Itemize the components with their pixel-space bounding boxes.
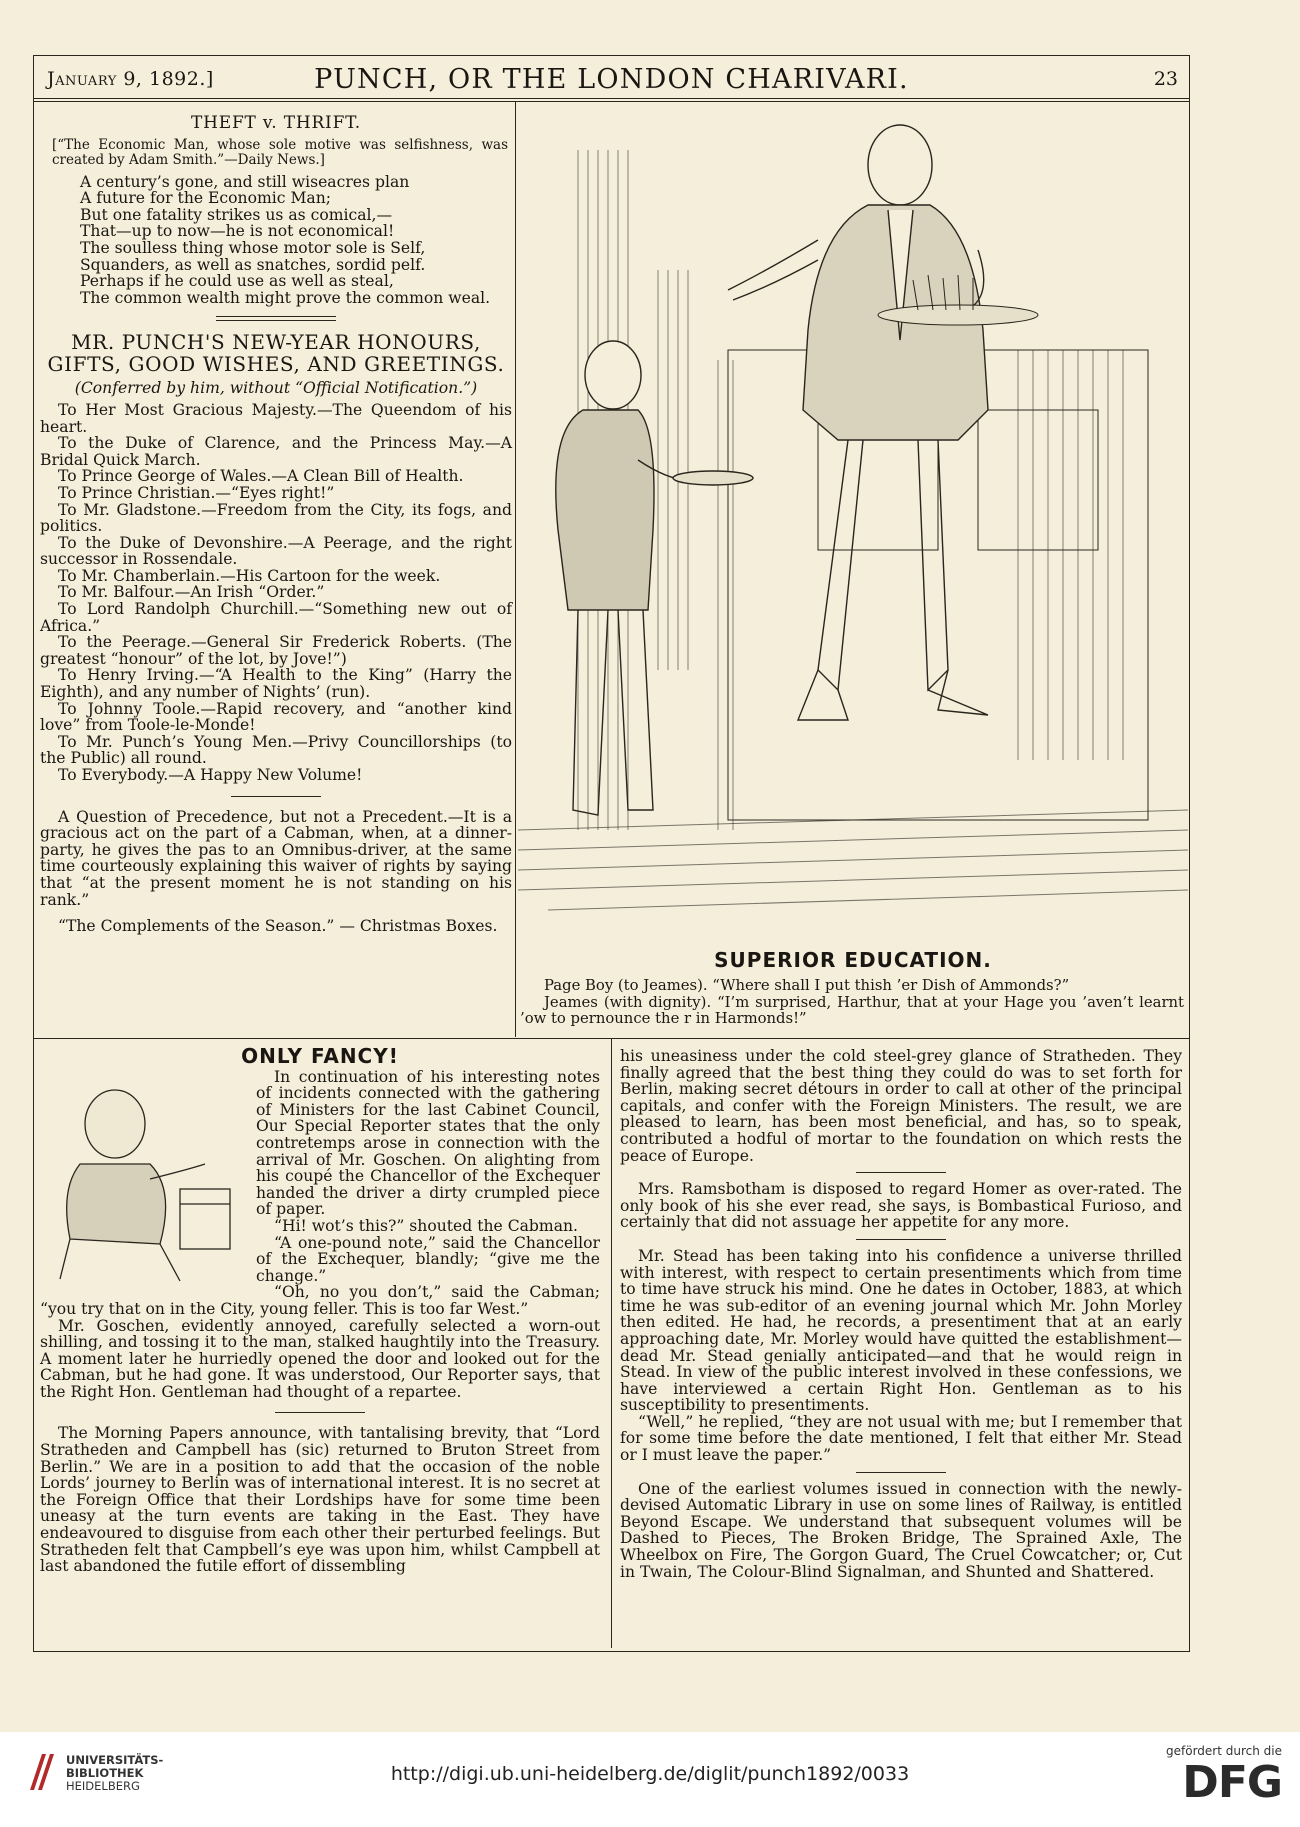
complements-paragraph: “The Complements of the Season.” — Christmas Boxes. [58,917,498,936]
honours-entry: To Mr. Chamberlain.—His Cartoon for the week. [58,566,441,585]
caption-line: Page Boy (to Jeames). “Where shall I put thish ’er Dish of Ammonds?” [544,977,1070,994]
page-boy-figure [556,341,753,815]
goschen-vignette [40,1069,250,1287]
morning-papers-paragraph: The Morning Papers announce, with tantalising brevity, that “Lord Stratheden and Campbell has (sic) returned to Bruton Street from Berlin.” We are in a position to add that the occasion of the noble Lords’ journey to Berlin was of international interest. It is no secret at the Foreign Office that their Lordships have for some time been uneasy at the turn events are taking in the East. They have endeavoured to disguise from each other their perturbed feelings. But Stratheden felt that Campbell’s eye was upon him, whilst Campbell at last abandoned the futile effort of dissembling [40,1424,600,1576]
section-divider [231,796,321,797]
poem-line: The common wealth might prove the common weal. [80,288,491,307]
section-divider [275,1412,365,1413]
section-divider [216,316,336,321]
stead-reply-paragraph: “Well,” he replied, “they are not usual with me; but I remember that for some time before the date mentioned, I felt that either Mr. Stead or I must leave the paper.” [620,1412,1182,1465]
column-divider [515,102,516,1037]
only-fancy-paragraph: In continuation of his interesting notes of incidents connected with the gathering of Ministers for the last Cabinet Council, Our Special Reporter states that the only contretemps arose in connection with the arrival of Mr. Goschen. On alighting from his coupé the Chancellor of the Exchequer handed the driver a dirty crumpled piece of paper. [256,1067,600,1219]
poem-line: A century’s gone, and still wiseacres plan [80,172,410,191]
library-name-line: HEIDELBERG [66,1779,140,1793]
issue-date: January 9, 1892.] [47,68,214,90]
permalink-url[interactable]: http://digi.ub.uni-heidelberg.de/diglit/punch1892/0033 [390,1763,910,1785]
lower-right-column [620,1048,1182,1580]
honours-entry: To Henry Irving.—“A Health to the King” (Harry the Eighth), and any number of Nights’ (run). [40,666,512,702]
honours-entry: To Mr. Gladstone.—Freedom from the City, its fogs, and politics. [40,500,512,536]
poem-line: Perhaps if he could use as well as steal, [80,272,394,291]
honours-entry: To Lord Randolph Churchill.—“Something new out of Africa.” [40,600,512,635]
running-header [33,60,1190,99]
precedence-paragraph: A Question of Precedence, but not a Precedent.—It is a gracious act on the part of a Cabman, when, at a dinner-party, he gives the pas to an Omnibus-driver, at the same time courteously explaining this waiver of rights by saying that “at the present moment he is not standing on his rank.” [40,807,512,909]
theft-poem [40,174,512,307]
cartoon-title: SUPERIOR EDUCATION. [714,948,992,972]
cartoon-caption [520,978,1184,1028]
only-fancy-paragraph: “Hi! wot’s this?” shouted the Cabman. [274,1216,578,1235]
poem-line: That—up to now—he is not economical! [80,222,395,241]
library-name-line: UNIVERSITÄTS- [66,1753,164,1767]
honours-list [40,402,512,784]
header-rule [33,101,1190,102]
poem-line: The soulless thing whose motor sole is Self, [80,238,426,257]
honours-entry: To Johnny Toole.—Rapid recovery, and “another kind love” from Toole-le-Monde! [40,699,512,735]
ramsbotham-paragraph: Mrs. Ramsbotham is disposed to regard Homer as over-rated. The only book of his she ever read, she says, is Bombastical Furioso, and certainly that did not assuage her appetite for any more. [620,1180,1182,1232]
dfg-logo: DFG [1182,1757,1282,1808]
theft-title: THEFT v. THRIFT. [190,113,362,133]
library-name-line: BIBLIOTHEK [66,1766,144,1780]
honours-entry: To Mr. Punch’s Young Men.—Privy Councillorships (to the Public) all round. [40,732,512,768]
section-divider [856,1472,946,1473]
poem-line: Squanders, as well as snatches, sordid pelf. [80,255,426,274]
automatic-library-paragraph: One of the earliest volumes issued in connection with the newly-devised Automatic Library in use on some lines of Railway, is entitled Beyond Escape. We understand that subsequent volumes will be Dashed to Pieces, The Broken Bridge, The Sprained Axle, The Wheelbox on Fire, The Gorgon Guard, The Cruel Cowcatcher; or, Cut in Twain, The Colour-Blind Signalman, and Shunted and Shattered. [620,1479,1182,1581]
honours-entry: To the Duke of Devonshire.—A Peerage, and the right successor in Rossendale. [40,533,512,569]
honours-entry: To Her Most Gracious Majesty.—The Queendom of his heart. [40,400,512,436]
honours-entry: To Mr. Balfour.—An Irish “Order.” [58,583,325,602]
lower-left-column [40,1044,600,1576]
honours-entry: To the Peerage.—General Sir Frederick Roberts. (The greatest “honour” of the lot, by Jove!”) [40,633,512,668]
only-fancy-paragraph: “Oh, no you don’t,” said the Cabman; “you try that on in the City, young feller. This is too far West.” [40,1283,600,1318]
stead-paragraph: Mr. Stead has been taking into his confidence a universe thrilled with interest, with respect to certain presentiments which from time to time have struck his mind. One he dates in October, 1883, at which time he was sub-editor of an evening journal which Mr. John Morley then edited. He had, he records, a presentiment that at an early approaching date, Mr. Morley would have quitted the establishment—dead Mr. Stead genially anticipated—and that he would reign in Stead. In view of the public interest involved in these confessions, we have interviewed a certain Right Hon. Gentleman as to his susceptibility to presentiments. [620,1246,1182,1415]
poem-line: But one fatality strikes us as comical,— [80,205,393,224]
funder-logo [1132,1744,1282,1808]
theft-epigraph: [“The Economic Man, whose sole motive was selfishness, was created by Adam Smith.”—Daily News.] [52,136,508,168]
column-divider [611,1038,612,1648]
honours-title: MR. PUNCH'S NEW-YEAR HONOURS, GIFTS, GOOD WISHES, AND GREETINGS. [47,330,505,377]
poem-line: A future for the Economic Man; [80,189,332,208]
section-divider [856,1172,946,1173]
cartoon-illustration [518,110,1188,945]
funded-by-text: gefördert durch die [1166,1744,1282,1758]
honours-entry: To the Duke of Clarence, and the Princess May.—A Bridal Quick March. [40,434,512,469]
caption-line: Jeames (with dignity). “I’m surprised, Harthur, that at your Hage you ’aven’t learnt ’ow to pernounce the r in Harmonds!” [520,993,1184,1027]
stratheden-paragraph: his uneasiness under the cold steel-grey glance of Stratheden. They finally agreed that the best thing they could do was to set forth for Berlin, making secret détours in order to call at other of the principal capitals, and confer with the Foreign Ministers. The result, we are pleased to learn, has been most beneficial, and has, so to speak, contributed a hodful of mortar to the foundation on which rests the peace of Europe. [620,1047,1182,1165]
honours-entry: To Prince George of Wales.—A Clean Bill of Health. [58,467,464,486]
only-fancy-paragraph: Mr. Goschen, evidently annoyed, carefully selected a worn-out shilling, and tossing it to the man, stalked haughtily into the Treasury. A moment later he hurriedly opened the door and looked out for the Cabman, but he had gone. It was understood, Our Reporter says, that the Right Hon. Gentleman had thought of a repartee. [40,1316,600,1401]
honours-entry: To Everybody.—A Happy New Volume! [58,766,363,784]
masthead-title: PUNCH, OR THE LONDON CHARIVARI. [314,64,909,95]
honours-entry: To Prince Christian.—“Eyes right!” [58,483,335,502]
only-fancy-title: ONLY FANCY! [241,1044,399,1068]
section-divider [856,1239,946,1240]
page-number: 23 [1153,68,1178,90]
only-fancy-paragraph: “A one-pound note,” said the Chancellor of the Exchequer, blandly; “give me the change.” [256,1233,600,1285]
butler-figure [728,125,988,720]
digitization-footer [0,1732,1300,1827]
left-upper-column [40,115,512,935]
honours-subtitle: (Conferred by him, without “Official Notification.”) [74,379,478,398]
